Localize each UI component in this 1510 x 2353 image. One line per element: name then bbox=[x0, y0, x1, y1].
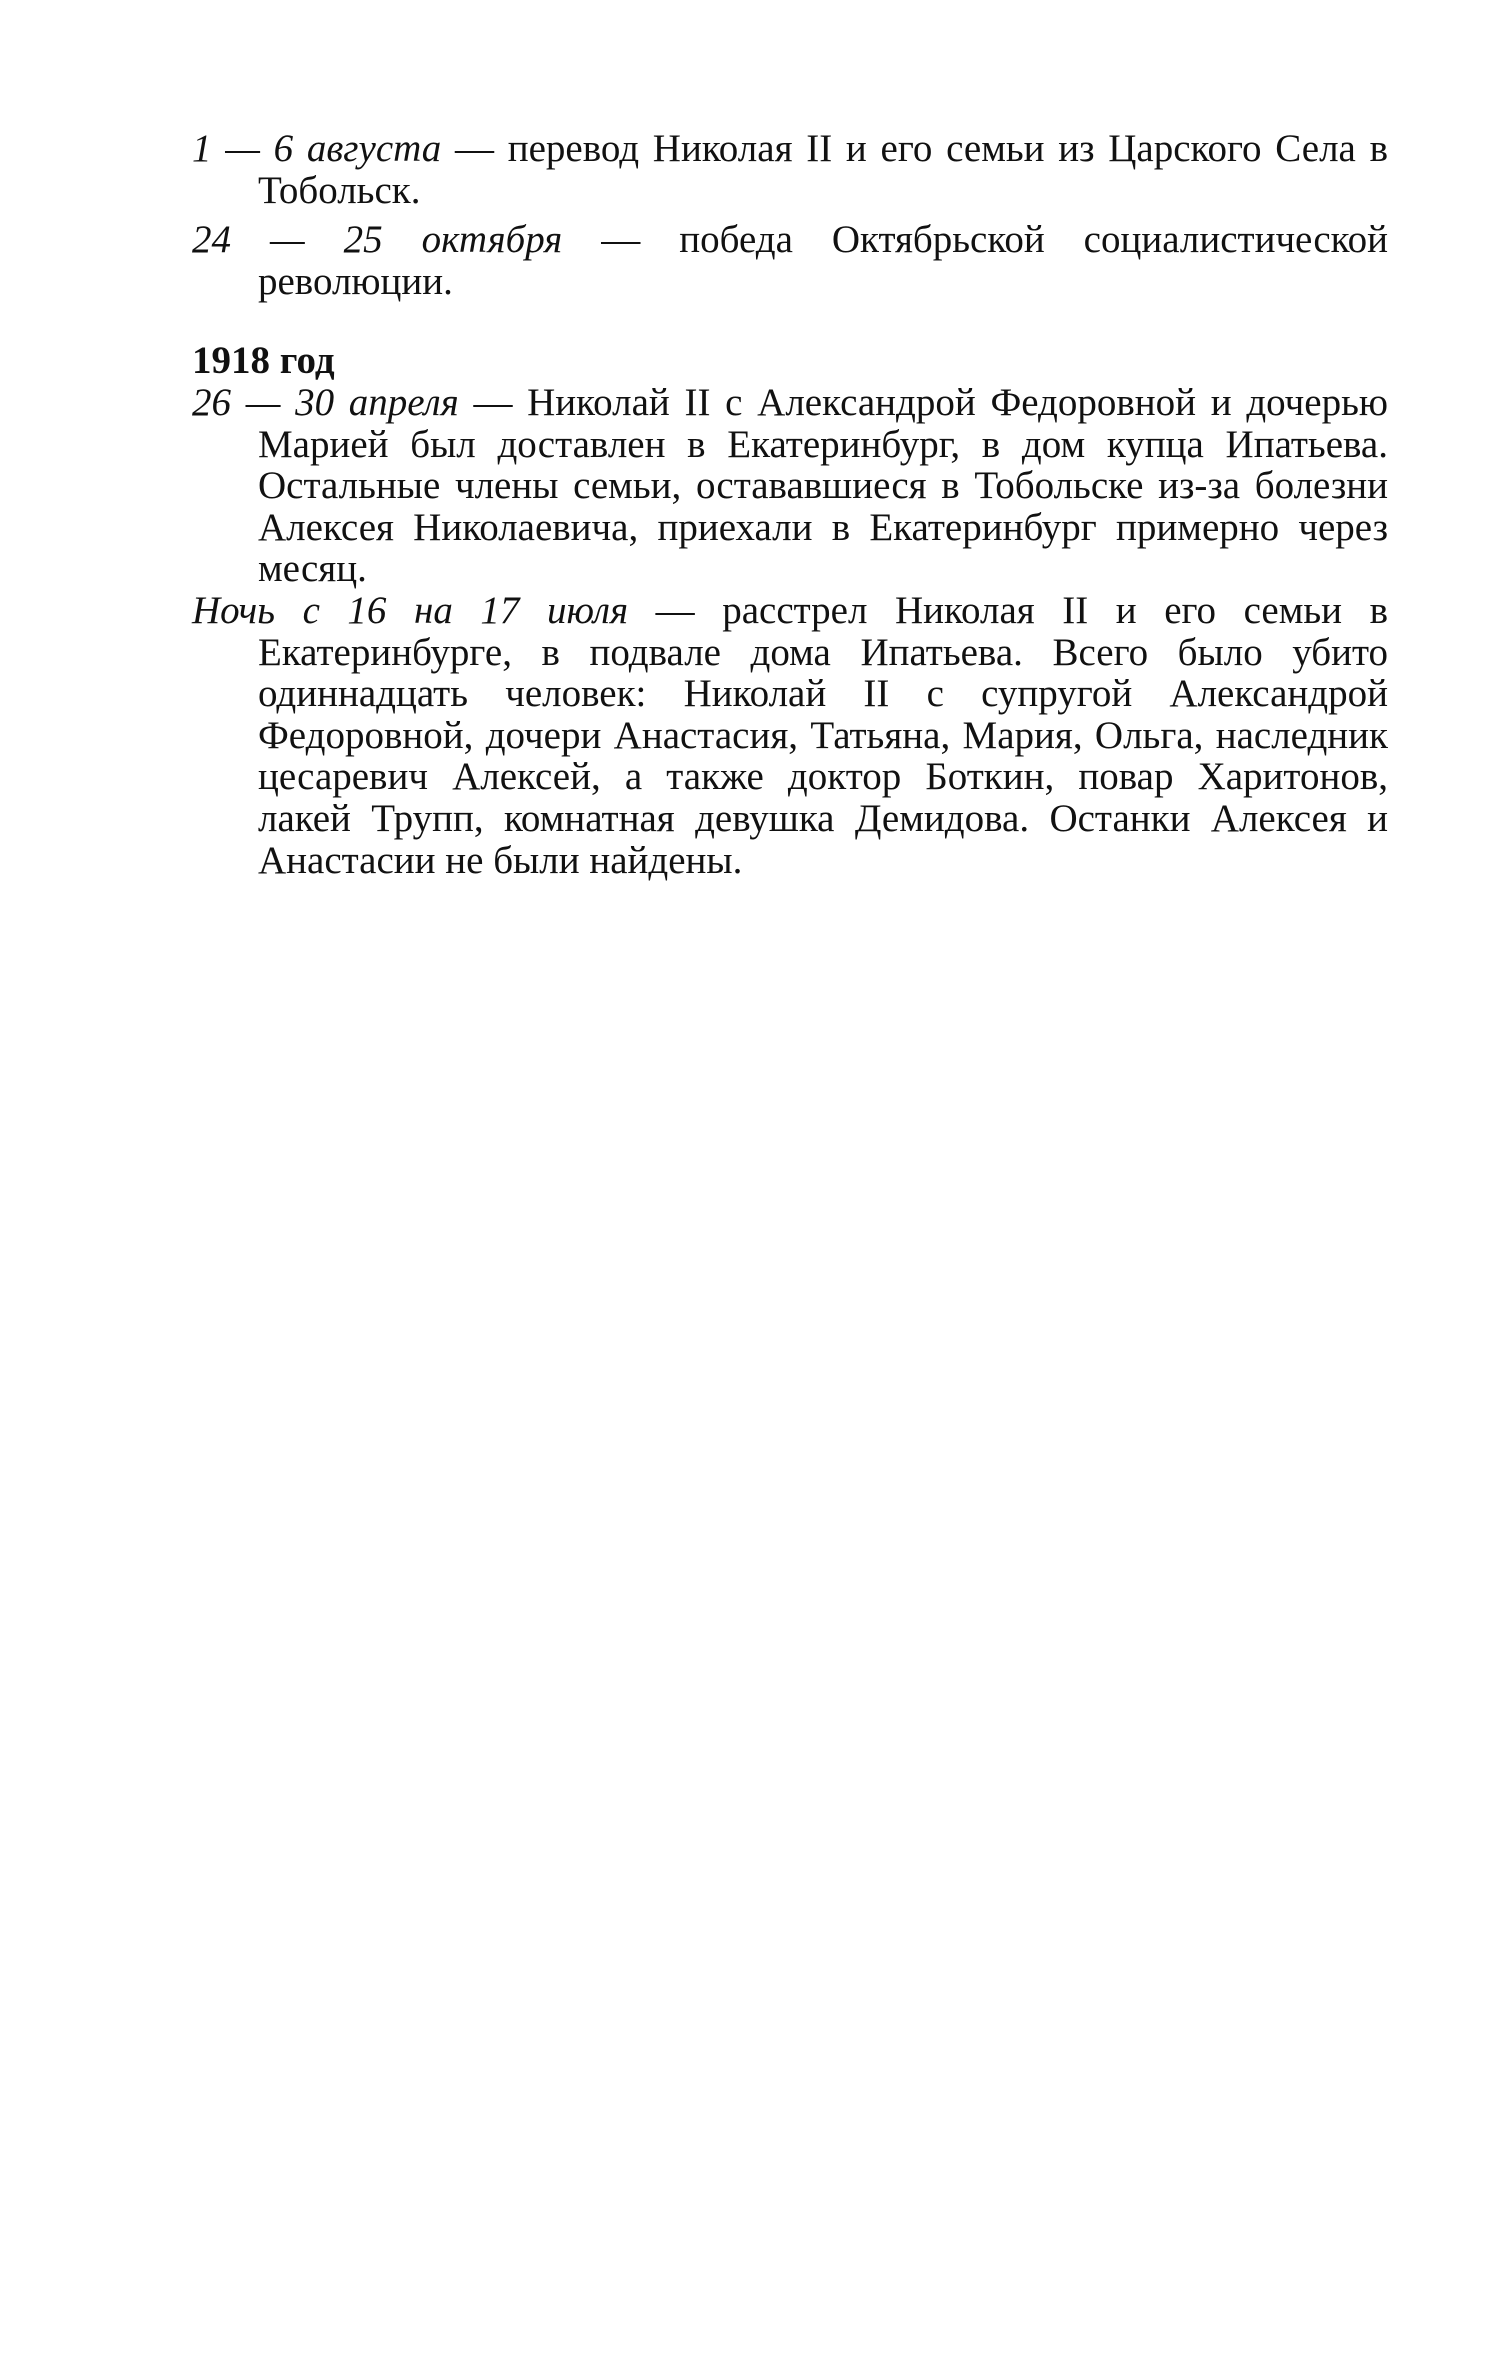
chronology-entry bbox=[192, 219, 1388, 302]
entry-text: — расстрел Николая II и его семьи в Екатеринбурге, в подвале дома Ипатьева. Всего было убито одиннадцать человек: Николай II с супругой Александрой Федоровной, дочери Анастасия, Татьяна, Мария, Ольга, наследник цесаревич Алексей, а также доктор Боткин, повар Харитонов, лакей Трупп, комнатная девушка Демидова. Останки Алексея и Анастасии не были найдены. bbox=[258, 588, 1389, 882]
entry-date: Ночь с 16 на 17 июля bbox=[192, 588, 629, 632]
chronology-entry bbox=[192, 382, 1388, 590]
entry-date: 1 — 6 августа bbox=[192, 127, 442, 170]
chronology-entry bbox=[192, 590, 1388, 881]
entry-date: 24 — 25 октября bbox=[192, 218, 563, 262]
entry-text: — Николай II с Александрой Федоровной и дочерью Марией был доставлен в Екатеринбург, в дом купца Ипатьева. Остальные члены семьи, остававшиеся в Тобольске из-за болезни Алексея Николаевича, приехали в Екатеринбург примерно через месяц. bbox=[258, 380, 1388, 591]
entry-date: 26 — 30 апреля bbox=[192, 380, 459, 424]
page-body bbox=[192, 128, 1388, 881]
entry-text: — победа Октябрьской социалистической революции. bbox=[258, 218, 1388, 303]
chronology-entry bbox=[192, 128, 1388, 211]
entry-text: — перевод Николая II и его семьи из Царского Села в Тобольск. bbox=[258, 127, 1388, 212]
year-heading: 1918 год bbox=[192, 339, 335, 383]
